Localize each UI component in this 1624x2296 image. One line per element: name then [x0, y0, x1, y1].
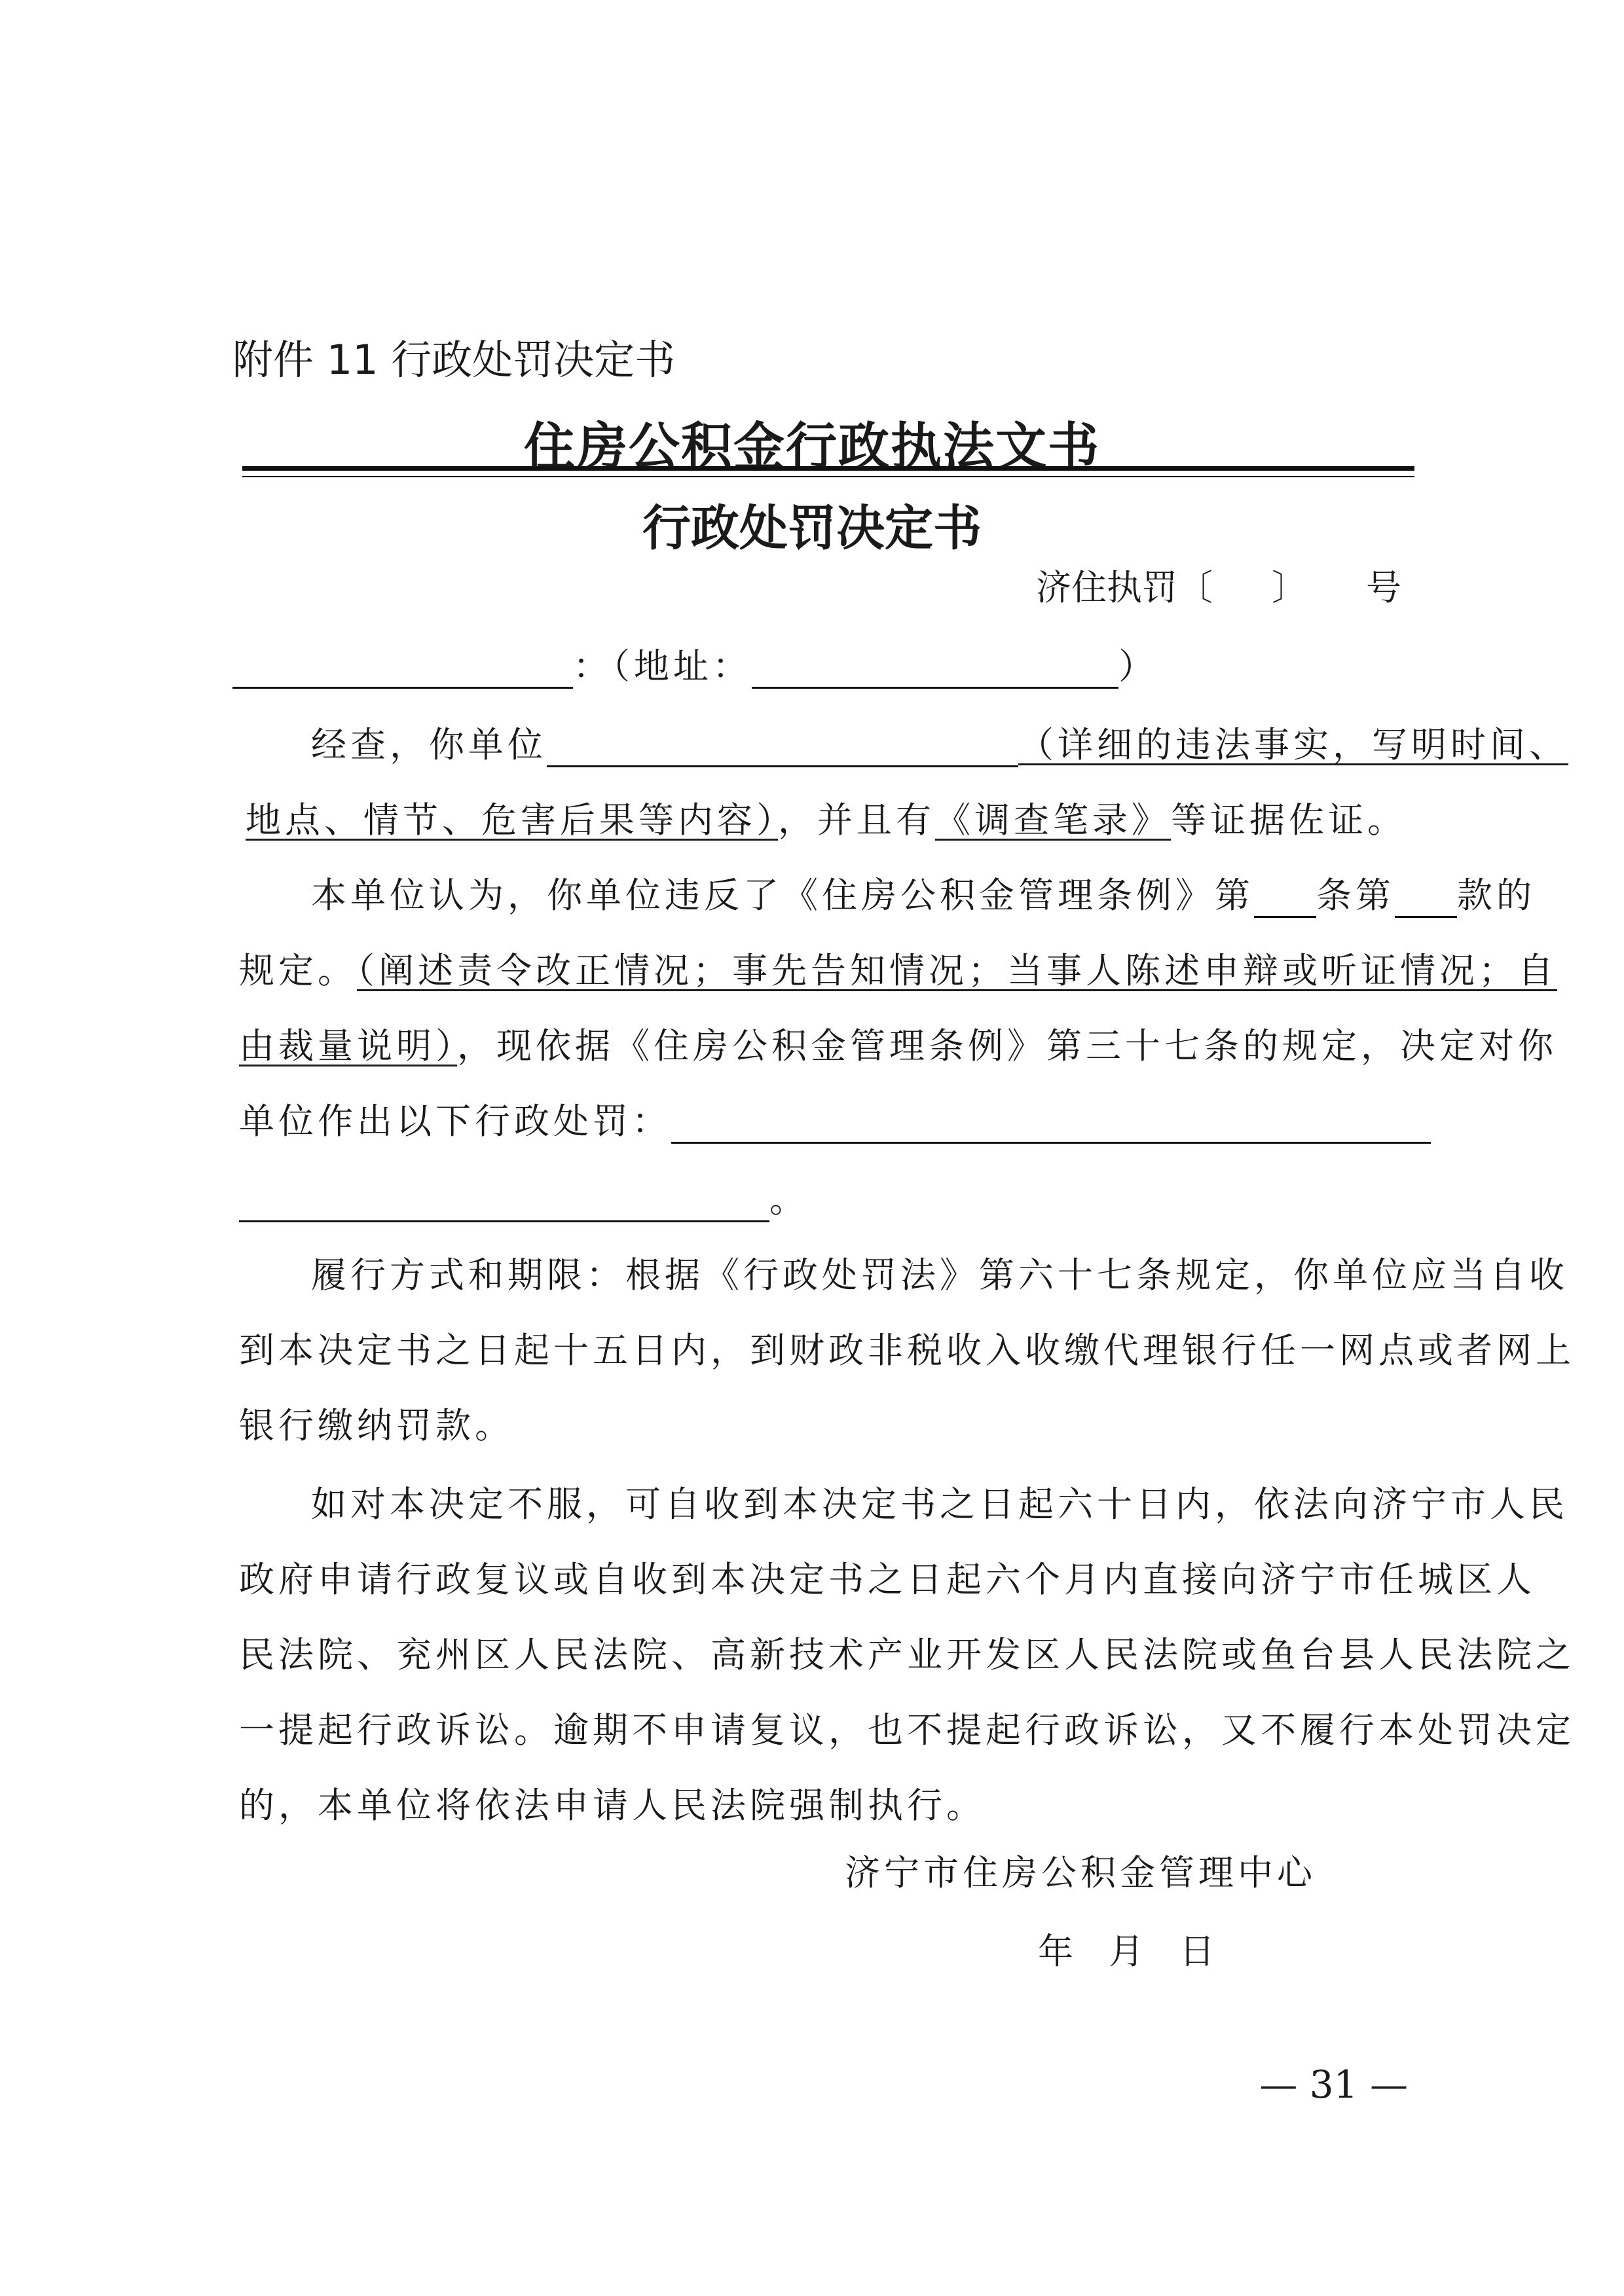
document-number-close: 〕 [1272, 567, 1307, 608]
issuer-signature: 济宁市住房公积金管理中心 [845, 1852, 1316, 1893]
document-subtitle: 行政处罚决定书 [642, 500, 982, 556]
address-blank [752, 653, 1118, 689]
page-number: — 31 — [1259, 2062, 1408, 2107]
para2-note1: （阐述责令改正情况；事先告知情况；当事人陈述申辩或听证情况；自 [357, 950, 1557, 991]
para2-line3 [239, 1018, 1557, 1068]
para1-note1: （详细的违法事实，写明时间、 [1018, 724, 1568, 765]
para2-line4 [239, 1093, 1431, 1144]
attachment-label: 附件 11 行政处罚决定书 [232, 336, 676, 384]
para1-line2 [246, 792, 1407, 843]
address-label: ：（地址： [573, 646, 752, 687]
document-number-suffix: 号 [1366, 567, 1401, 608]
para2-c: 款的 [1457, 875, 1536, 916]
para1-lead: 经查，你单位 [311, 724, 547, 765]
issue-date: 年 月 日 [1038, 1931, 1215, 1972]
document-number [1036, 560, 1401, 610]
para4-line4: 一提起行政诉讼。逾期不申请复议，也不提起行政诉讼，又不履行本处罚决定 [239, 1709, 1575, 1751]
para3-line2: 到本决定书之日起十五日内，到财政非税收入收缴代理银行任一网点或者网上 [239, 1330, 1575, 1371]
para2-d: 规定。 [239, 950, 357, 991]
clause-blank [1395, 882, 1457, 918]
para2-end: 。 [769, 1179, 809, 1220]
para2-b: 条第 [1316, 875, 1395, 916]
addressee-blank [232, 653, 573, 689]
para2-line5 [239, 1172, 809, 1222]
document-number-prefix: 济住执罚〔 [1036, 567, 1213, 608]
para2-line2 [239, 943, 1557, 993]
para1-mid: ，并且有 [778, 799, 935, 841]
para1-line1 [311, 717, 1568, 767]
document-title: 住房公积金行政执法文书 [523, 417, 1100, 477]
para3-line1: 履行方式和期限：根据《行政处罚法》第六十七条规定，你单位应当自收 [311, 1254, 1568, 1296]
para3-line3: 银行缴纳罚款。 [239, 1405, 514, 1446]
para4-line3: 民法院、兖州区人民法院、高新技术产业开发区人民法院或鱼台县人民法院之 [239, 1634, 1575, 1675]
para1-end: 等证据佐证。 [1171, 799, 1407, 841]
title-rule-thin [242, 476, 1414, 477]
para2-line1 [311, 867, 1536, 918]
violation-blank [547, 731, 1018, 767]
article-blank [1254, 882, 1316, 918]
title-rule-thick [242, 466, 1414, 471]
para4-line5: 的，本单位将依法申请人民法院强制执行。 [239, 1785, 986, 1826]
para1-record: 《调查笔录》 [935, 799, 1171, 841]
para2-a: 本单位认为，你单位违反了《住房公积金管理条例》第 [311, 875, 1254, 916]
para1-note2: 地点、情节、危害后果等内容） [246, 799, 778, 841]
address-close: ） [1118, 646, 1158, 687]
para4-line2: 政府申请行政复议或自收到本决定书之日起六个月内直接向济宁市任城区人 [239, 1559, 1536, 1600]
addressee-line [232, 638, 1158, 689]
para2-e: ，现依据《住房公积金管理条例》第三十七条的规定，决定对你 [457, 1025, 1557, 1066]
para2-note2: 由裁量说明） [239, 1025, 457, 1066]
penalty-blank-2 [239, 1186, 769, 1222]
para2-f: 单位作出以下行政处罚： [239, 1101, 671, 1142]
para4-line1: 如对本决定不服，可自收到本决定书之日起六十日内，依法向济宁市人民 [311, 1484, 1568, 1525]
penalty-blank-1 [671, 1108, 1431, 1144]
